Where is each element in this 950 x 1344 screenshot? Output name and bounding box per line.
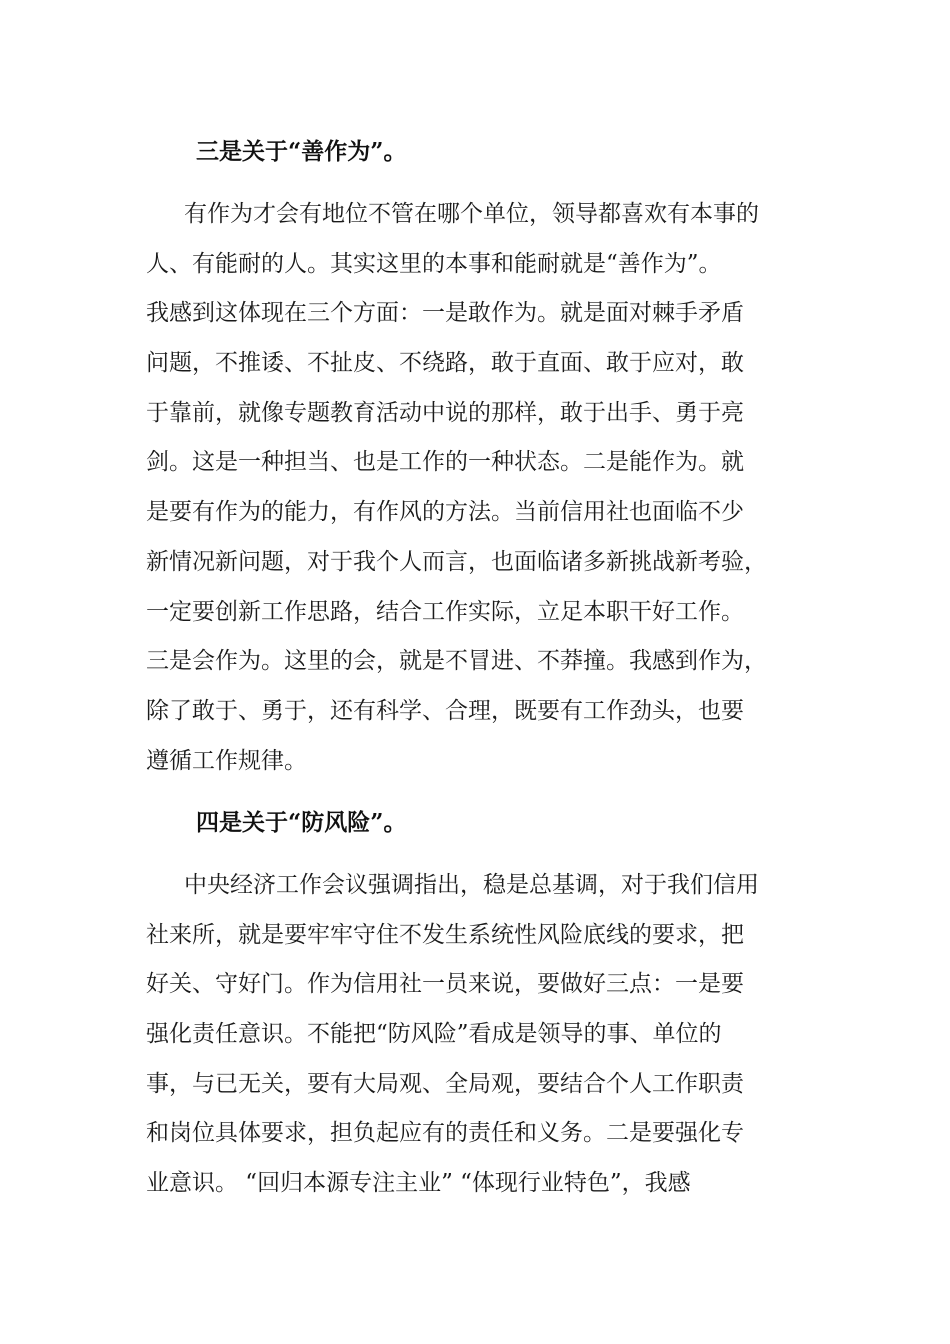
paragraph-line: 和岗位具体要求，担负起应有的责任和义务。二是要强化专	[146, 1120, 744, 1147]
paragraph-line: 业意识。 “回归本源专注主业” “体现行业特色”，我感	[146, 1170, 691, 1197]
paragraph-line: 问题，不推诿、不扯皮、不绕路，敢于直面、敢于应对，敢	[146, 350, 744, 377]
paragraph-line: 三是会作为。这里的会，就是不冒进、不莽撞。我感到作为，	[146, 648, 767, 675]
paragraph-line: 事，与已无关，要有大局观、全局观，要结合个人工作职责	[146, 1070, 744, 1097]
paragraph-line: 强化责任意识。不能把“防风险”看成是领导的事、单位的	[146, 1021, 722, 1048]
paragraph-line: 新情况新问题，对于我个人而言，也面临诸多新挑战新考验，	[146, 548, 767, 575]
paragraph-line: 中央经济工作会议强调指出，稳是总基调，对于我们信用	[184, 872, 759, 898]
paragraph-line: 好关、守好门。作为信用社一员来说，要做好三点：一是要	[146, 971, 744, 998]
paragraph-line: 除了敢于、勇于，还有科学、合理，既要有工作劲头，也要	[146, 697, 744, 724]
paragraph-line: 于靠前，就像专题教育活动中说的那样，敢于出手、勇于亮	[146, 399, 744, 426]
section-heading-4: 四是关于“防风险”。	[196, 809, 407, 836]
paragraph-line: 有作为才会有地位不管在哪个单位，领导都喜欢有本事的	[184, 201, 759, 227]
paragraph-line: 我感到这体现在三个方面：一是敢作为。就是面对棘手矛盾	[146, 300, 744, 327]
section-paragraph-4	[146, 870, 806, 1218]
paragraph-line: 是要有作为的能力，有作风的方法。当前信用社也面临不少	[146, 499, 744, 526]
paragraph-line: 人、有能耐的人。其实这里的本事和能耐就是“善作为”。	[146, 250, 722, 277]
section-heading-3: 三是关于“善作为”。	[196, 138, 407, 165]
paragraph-line: 剑。这是一种担当、也是工作的一种状态。二是能作为。就	[146, 449, 744, 476]
paragraph-line: 一定要创新工作思路，结合工作实际，立足本职干好工作。	[146, 598, 744, 625]
section-paragraph-3	[146, 199, 806, 795]
paragraph-line: 遵循工作规律。	[146, 747, 307, 774]
paragraph-line: 社来所，就是要牢牢守住不发生系统性风险底线的要求，把	[146, 921, 744, 948]
